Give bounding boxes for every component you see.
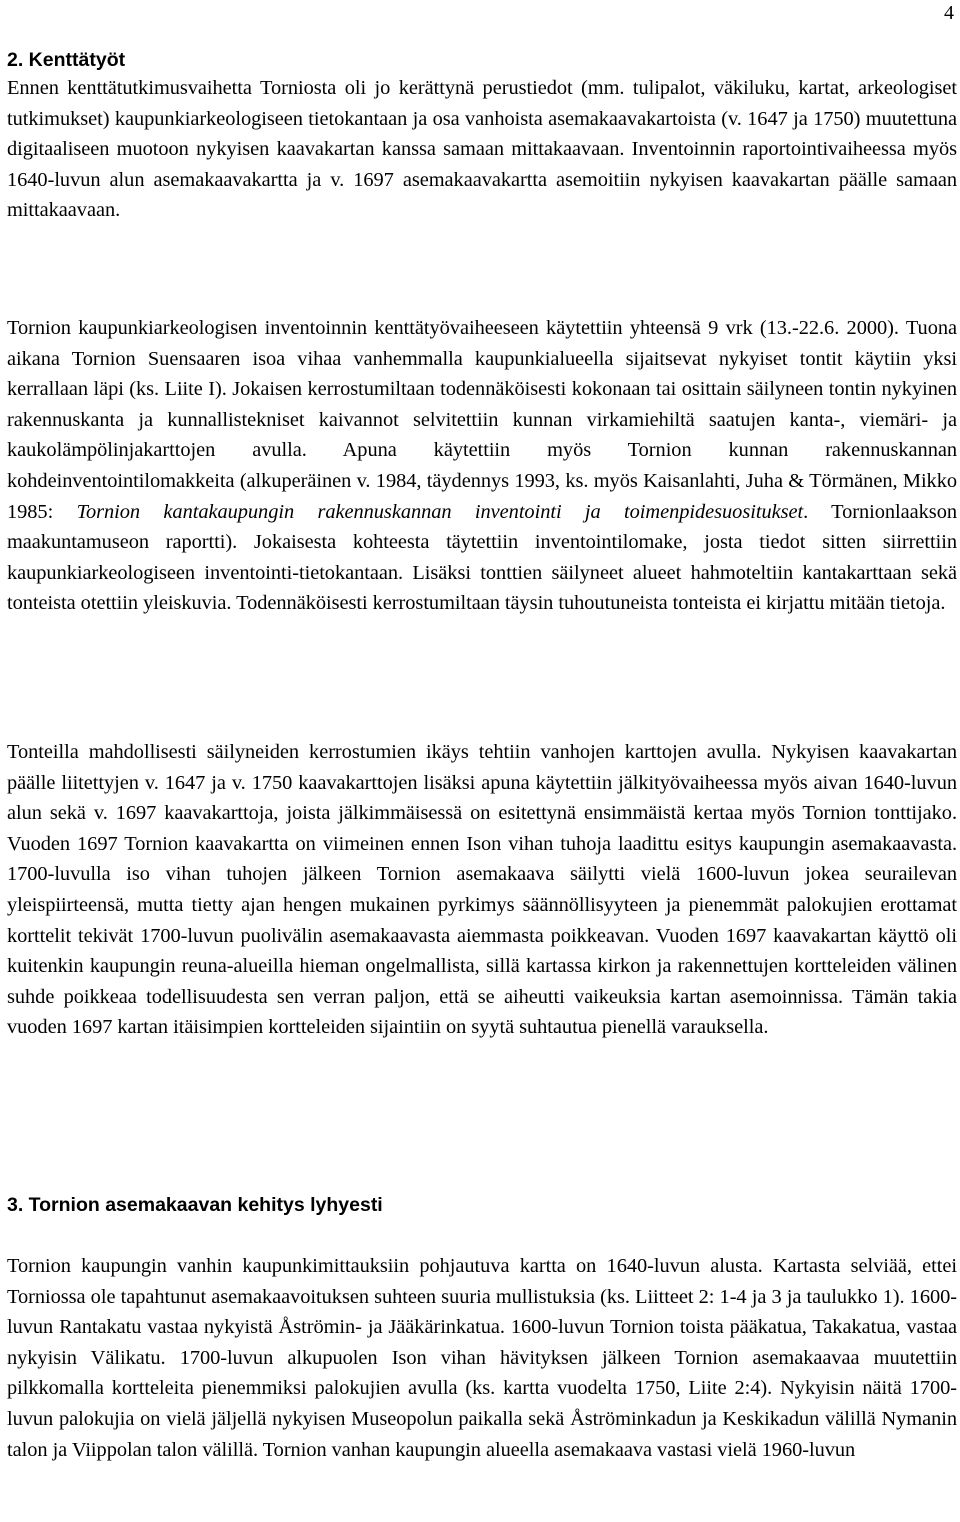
paragraph-fieldwork-text-a: Tornion kaupunkiarkeologisen inventoinnin kenttätyövaiheeseen käytettiin yhteensä 9 vrk (13.-22.6. 2000). Tuona aikana Tornion Suensaaren isoa vihaa vanhemmalla kaupunkialueella sijaitsevat nykyiset tontit käytiin yksi kerrallaan läpi (ks. Liite I). Jokaisen kerrostumiltaan todennäköisesti kokonaan tai osittain säilyneen tontin nykyinen rakennuskanta ja kunnallistekniset kaivannot selvitettiin kunnan virkamiehiltä saatujen kanta-, viemäri- ja kaukolämpölinjakarttojen avulla. Apuna käytettiin myös Tornion kunnan rakennuskannan kohdeinventointilomakkeita (alkuperäinen v. 1984, täydennys 1993, ks. myös Kaisanlahti, Juha & Törmänen, Mikko 1985: bbox=[7, 317, 957, 523]
paragraph-dating: Tonteilla mahdollisesti säilyneiden kerrostumien ikäys tehtiin vanhojen karttojen avulla. Nykyisen kaavakartan päälle liitettyjen v. 1647 ja v. 1750 kaavakarttojen lisäksi apuna käytettiin jälkityövaiheessa myös aivan 1640-luvun alun sekä v. 1697 kaavakarttoja, joista jälkimmäisessä on esitettynä ensimmäistä kertaa myös Tornion tonttijako. Vuoden 1697 Tornion kaavakartta on viimeinen ennen Ison vihan tuhoja laadittu esitys kaupungin asemakaavasta. 1700-luvulla iso vihan tuhojen jälkeen Tornion asemakaava säilytti vielä 1600-luvun jokea seurailevan yleispiirteensä, mutta tietty ajan hengen mukainen pyrkimys säännöllisyyteen ja pienemmät palokujien erottamat korttelit tekivät 1700-luvun puolivälin asemakaavasta aiemmasta poikkeavan. Vuoden 1697 kaavakartan käyttö oli kuitenkin kaupungin reuna-alueilla hieman ongelmallista, sillä kartassa kirkon ja rakennettujen kortteleiden välinen suhde poikkeaa todellisuudesta sen verran paljon, että se aiheutti vaikeuksia kartan asemoinnissa. Tämän takia vuoden 1697 kartan itäisimpien kortteleiden sijaintiin on syytä suhtautua pienellä varauksella. bbox=[7, 741, 957, 1039]
report-title-citation: Tornion kantakaupungin rakennuskannan inventointi ja toimenpidesuositukset bbox=[76, 500, 804, 523]
section-heading-kenttatyot: 2. Kenttätyöt bbox=[7, 49, 126, 71]
paragraph-fieldwork bbox=[7, 313, 957, 619]
paragraph-fieldwork-text-b: . Tornionlaakson maakuntamuseon raportti). Jokaisesta kohteesta täytettiin inventointilomake, josta tiedot sitten siirrettiin kaupunkiarkeologiseen inventointi-tietokantaan. Lisäksi tonttien säilyneet alueet hahmoteltiin kantakarttaan sekä tonteista otettiin yleiskuvia. Todennäköisesti kerrostumiltaan täysin tuhoutuneista tonteista ei kirjattu mitään tietoja. bbox=[7, 500, 957, 615]
page-number: 4 bbox=[944, 2, 954, 24]
paragraph-intro: Ennen kenttätutkimusvaihetta Torniosta oli jo kerättynä perustiedot (mm. tulipalot, väkiluku, kartat, arkeologiset tutkimukset) kaupunkiarkeologiseen tietokantaan ja osa vanhoista asemakaavakartoista (v. 1647 ja 1750) muutettuna digitaaliseen muotoon nykyisen kaavakartan kanssa samaan mittakaavaan. Inventoinnin raportointivaiheessa myös 1640-luvun alun asemakaavakartta ja v. 1697 asemakaavakartta asemoitiin nykyisen kaavakartan päälle samaan mittakaavaan. bbox=[7, 77, 957, 222]
section-heading-asemakaava: 3. Tornion asemakaavan kehitys lyhyesti bbox=[7, 1194, 383, 1216]
paragraph-town-plan: Tornion kaupungin vanhin kaupunkimittauksiin pohjautuva kartta on 1640-luvun alusta. Kartasta selviää, ettei Torniossa ole tapahtunut asemakaavoituksen suhteen suuria mullistuksia (ks. Liitteet 2: 1-4 ja 3 ja taulukko 1). 1600-luvun Rantakatu vastaa nykyistä Åströmin- ja Jääkärinkatua. 1600-luvun Tornion toista pääkatua, Takakatua, vastaa nykyisin Välikatu. 1700-luvun alkupuolen Ison vihan hävityksen jälkeen Tornion asemakaavaa muutettiin pilkkomalla kortteleita pienemmiksi palokujien avulla (ks. kartta vuodelta 1750, Liite 2:4). Nykyisin näitä 1700-luvun palokujia on vielä jäljellä nykyisen Museopolun paikalla sekä Åströminkadun ja Keskikadun välillä Nymanin talon ja Viippolan talon välillä. Tornion vanhan kaupungin alueella asemakaava vastasi vielä 1960-luvun bbox=[7, 1255, 957, 1461]
